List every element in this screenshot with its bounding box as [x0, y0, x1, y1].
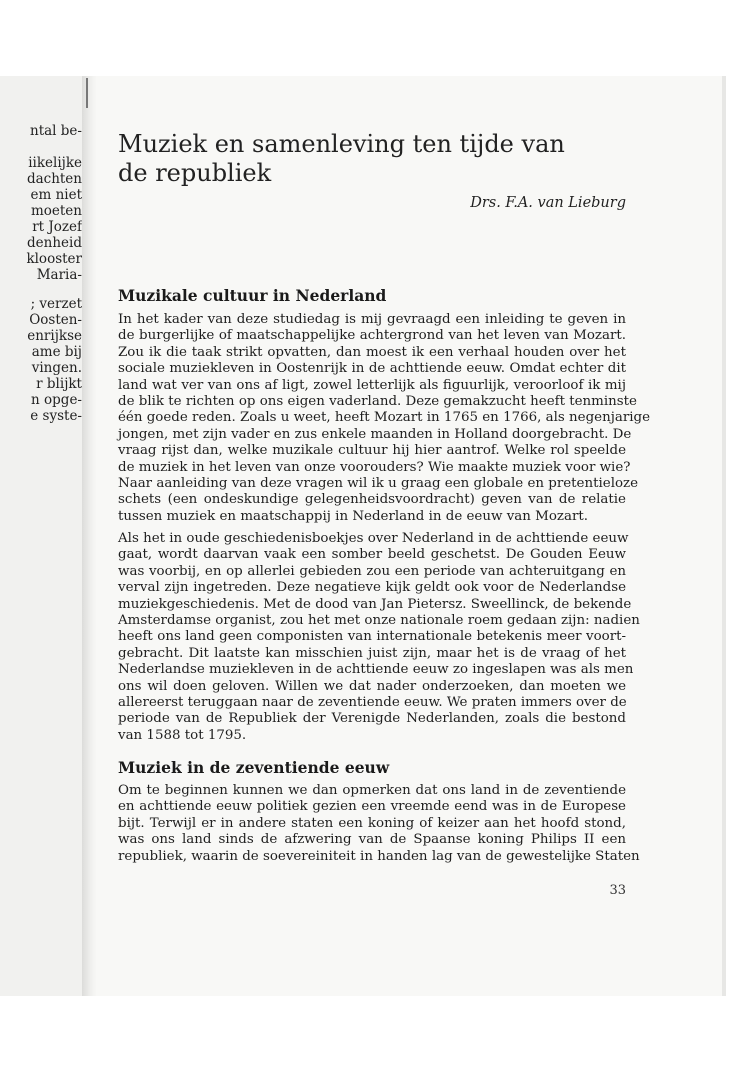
left-page-line: klooster [26, 251, 82, 267]
left-page-line: rt Jozef [32, 219, 82, 235]
text-line: de muziek in het leven van onze voorouders? Wie maakte muziek voor wie? [118, 459, 631, 475]
text-line: Nederlandse muziekleven in de achttiende eeuw zo ingeslapen was als men [118, 662, 634, 678]
left-page-line: vingen. [31, 360, 82, 376]
left-page-line: moeten [30, 203, 82, 219]
page-edge [722, 76, 726, 996]
text-line: van 1588 tot 1795. [118, 727, 247, 743]
section-heading: Muzikale cultuur in Nederland [118, 286, 387, 305]
left-page-line: ntal be- [30, 123, 82, 139]
text-line: was voorbij, en op allerlei gebieden zou een periode van achteruitgang en [118, 563, 626, 579]
text-line: vraag rijst dan, welke muzikale cultuur hij hier aantrof. Welke rol speelde [118, 443, 626, 459]
text-line: sociale muziekleven in Oostenrijk in de achttiende eeuw. Omdat echter dit [118, 361, 626, 377]
left-page-line: Oosten- [29, 312, 82, 328]
left-page-line: Maria- [36, 267, 82, 283]
text-line: land wat ver van ons af ligt, zowel letterlijk als figuurlijk, veroorloof ik mij [118, 377, 626, 393]
text-line: ons wil doen geloven. Willen we dat nader onderzoeken, dan moeten we [118, 678, 626, 694]
paragraph [118, 783, 640, 865]
text-line: de burgerlijke of maatschappelijke achtergrond van het leven van Mozart. [118, 328, 626, 344]
text-line: bijt. Terwijl er in andere staten een koning of keizer aan het hoofd stond, [118, 815, 626, 831]
book-spine-shadow [82, 76, 96, 996]
text-line: en achttiende eeuw politiek gezien een vreemde eend was in de Europese [118, 799, 626, 815]
left-page-fragment [0, 76, 82, 996]
left-page-line: r blijkt [36, 376, 82, 392]
text-line: periode van de Republiek der Verenigde Nederlanden, zoals die bestond [118, 711, 626, 727]
page-number: 33 [609, 883, 626, 898]
left-page-line: ame bij [31, 344, 82, 360]
section-heading: Muziek in de zeventiende eeuw [118, 758, 390, 777]
text-line: jongen, met zijn vader en zus enkele maanden in Holland doorgebracht. De [118, 426, 632, 442]
text-line: gebracht. Dit laatste kan misschien juist zijn, maar het is de vraag of het [118, 645, 626, 661]
left-page-line: enrijkse [27, 328, 82, 344]
left-page-line: iikelijke [28, 155, 82, 171]
left-page-line: n opge- [31, 392, 82, 408]
title-line: Muziek en samenleving ten tijde van [118, 130, 565, 158]
text-line: Naar aanleiding van deze vragen wil ik u graag een globale en pretentieloze [118, 476, 639, 492]
paragraph [118, 531, 640, 744]
text-line: allereerst teruggaan naar de zeventiende eeuw. We praten immers over de [118, 695, 627, 711]
left-page-line: e syste- [30, 408, 82, 424]
text-line: Amsterdamse organist, zou het met onze nationale roem gedaan zijn: nadien [118, 613, 640, 629]
left-page-line: ; verzet [30, 296, 82, 312]
left-page-line: denheid [27, 235, 82, 251]
text-line: tussen muziek en maatschappij in Nederland in de eeuw van Mozart. [118, 508, 588, 524]
paragraph [118, 312, 651, 525]
text-line: republiek, waarin de soevereiniteit in handen lag van de gewestelijke Staten [118, 848, 640, 864]
text-line: Als het in oude geschiedenisboekjes over Nederland in de achttiende eeuw [118, 531, 629, 546]
text-line: In het kader van deze studiedag is mij gevraagd een inleiding te geven in [118, 312, 626, 327]
text-line: Zou ik die taak strikt opvatten, dan moest ik een verhaal houden over het [118, 344, 626, 360]
spine-mark [86, 78, 88, 108]
text-line: schets (een ondeskundige gelegenheidsvoordracht) geven van de relatie [118, 492, 626, 508]
text-line: was ons land sinds de afzwering van de Spaanse koning Philips II een [118, 832, 626, 848]
text-line: Om te beginnen kunnen we dan opmerken dat ons land in de zeventiende [118, 783, 626, 798]
article-title [118, 130, 588, 188]
text-line: de blik te richten op ons eigen vaderland. Deze gemakzucht heeft tenminste [118, 394, 637, 410]
text-line: gaat, wordt daarvan vaak een somber beeld geschetst. De Gouden Eeuw [118, 547, 626, 563]
left-page-line: dachten [26, 171, 82, 187]
left-page-line: em niet [30, 187, 82, 203]
text-line: heeft ons land geen componisten van internationale betekenis meer voort- [118, 629, 626, 645]
article-author: Drs. F.A. van Lieburg [470, 195, 626, 211]
title-line: de republiek [118, 159, 272, 187]
text-line: verval zijn ingetreden. Deze negatieve kijk geldt ook voor de Nederlandse [118, 580, 626, 596]
text-line: één goede reden. Zoals u weet, heeft Mozart in 1765 en 1766, als negenjarige [118, 410, 651, 426]
text-line: muziekgeschiedenis. Met de dood van Jan Pietersz. Sweellinck, de bekende [118, 596, 632, 612]
